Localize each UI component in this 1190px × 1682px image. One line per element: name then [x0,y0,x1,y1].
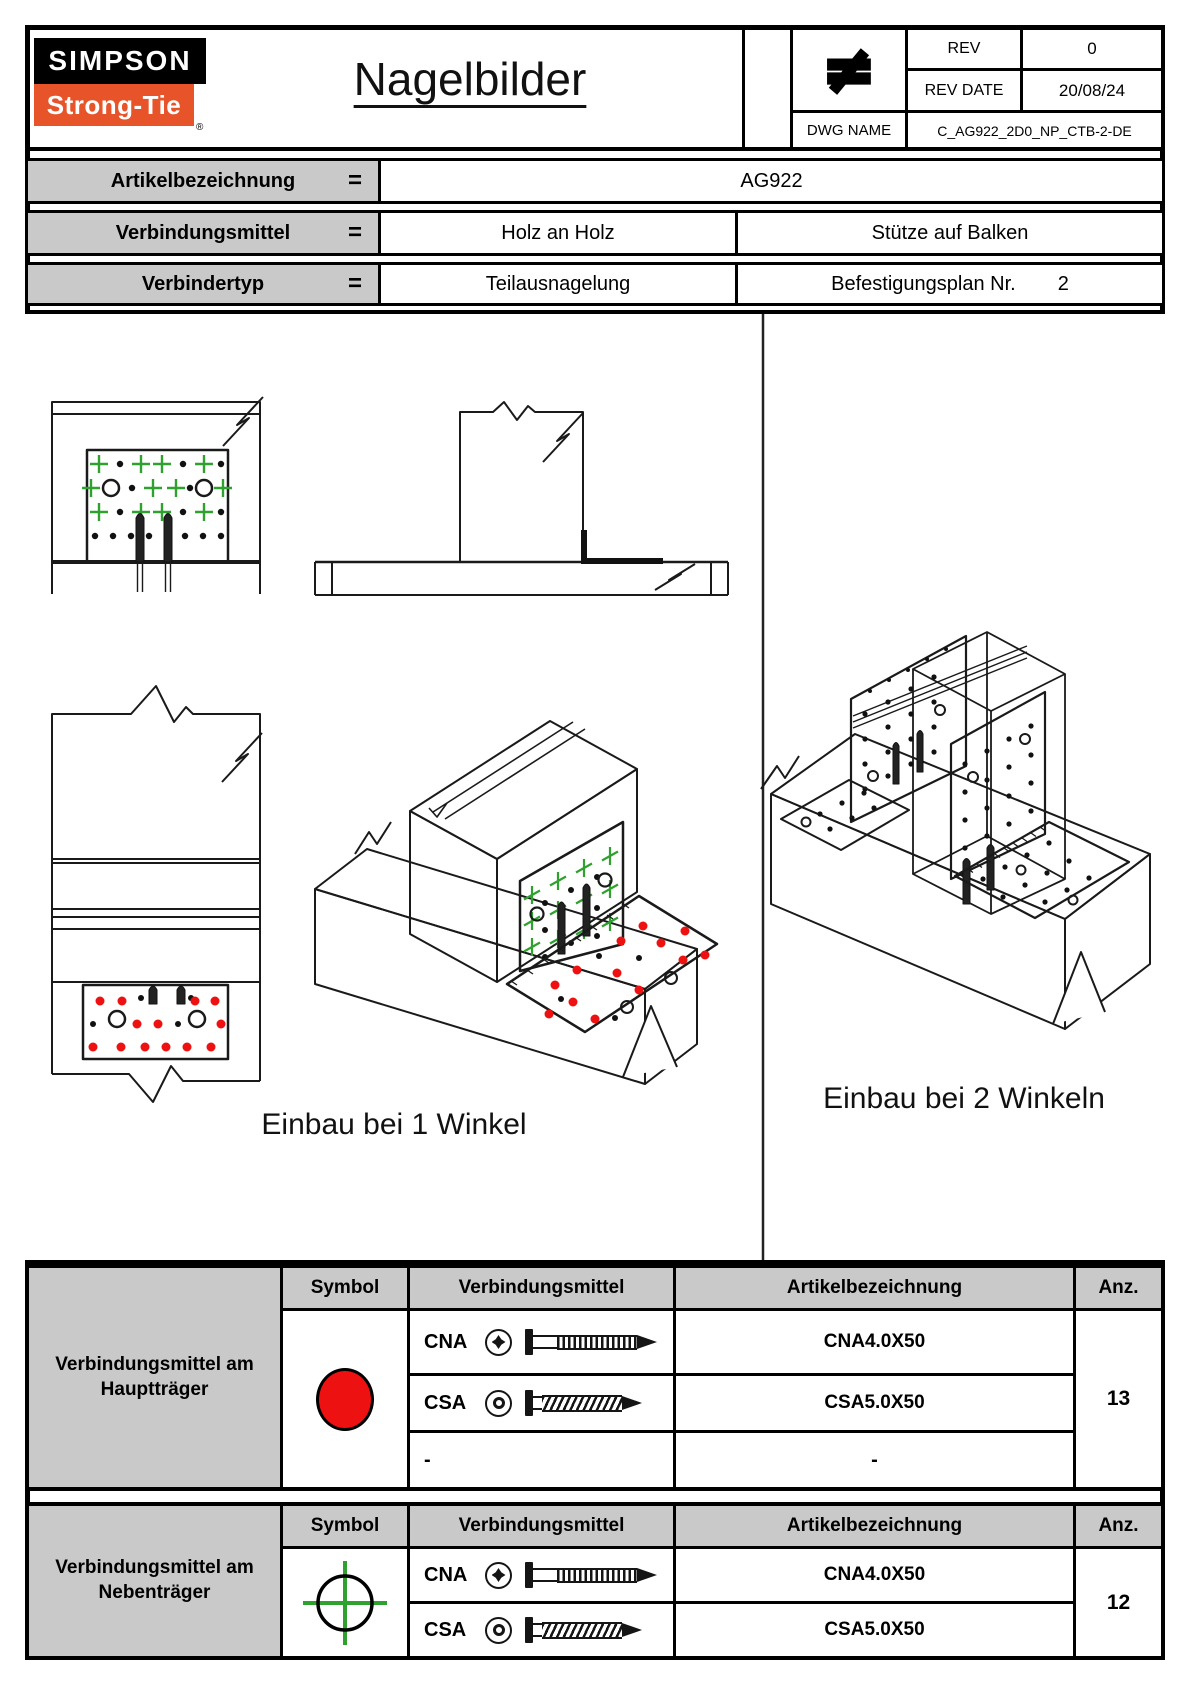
rev-date-value: 20/08/24 [1023,71,1161,110]
nail-heads [149,986,185,1004]
rev-date-label: REV DATE [908,71,1020,110]
nebentraeger-row-label: Verbindungsmittel am Nebenträger [29,1506,280,1656]
article-csa: CSA5.0X50 [676,1604,1073,1656]
col-artikelbezeichnung: Artikelbezeichnung [676,1506,1073,1546]
cna-nail-icon [525,1562,657,1588]
header-separator [25,147,1165,151]
fastener-code: - [424,1448,431,1471]
haupttraeger-symbol-cell [283,1311,407,1487]
nails [136,514,172,563]
csa-screw-icon [525,1617,642,1643]
csa-head-icon [485,1617,512,1644]
verbindungsmittel-value-right: Stütze auf Balken [738,213,1162,253]
fastener-cell-empty [410,1433,673,1487]
nebentraeger-table [25,1502,1165,1660]
haupttraeger-table [25,1264,1165,1491]
header-divider [742,25,745,151]
green-crosshair-circle-icon [299,1557,391,1649]
article-cna: CNA4.0X50 [676,1311,1073,1373]
col-verbindungsmittel: Verbindungsmittel [410,1506,673,1546]
drawing-area [25,310,1165,1264]
col-artikelbezeichnung: Artikelbezeichnung [676,1268,1073,1308]
equals-sign: = [347,270,362,297]
simpson-strongtie-logo [34,38,206,133]
cna-head-icon [485,1562,512,1589]
plan-view [52,686,262,1102]
iso-one-angle [315,721,717,1084]
iso-two-angles [761,632,1150,1029]
col-symbol: Symbol [283,1506,407,1546]
befestigungsplan-label: Befestigungsplan Nr. [831,272,1016,295]
csa-head-icon [485,1390,512,1417]
logo-strongtie: Strong-Tie [34,84,194,126]
cna-head-icon [485,1329,512,1356]
haupttraeger-nail-marks [545,922,710,1024]
col-symbol: Symbol [283,1268,407,1308]
equals-sign: = [347,167,362,194]
befestigungsplan-cell [738,265,1162,303]
info-row-verbindungsmittel [25,210,1165,256]
fastener-cell-csa [410,1604,673,1656]
front-view [52,397,263,594]
col-anz: Anz. [1076,1268,1161,1308]
fastener-cell-cna [410,1311,673,1373]
csa-screw-icon [525,1390,642,1416]
fastener-code: CSA [424,1618,467,1641]
dwg-name-label: DWG NAME [793,113,905,148]
article-cna: CNA4.0X50 [676,1549,1073,1601]
article-csa: CSA5.0X50 [676,1376,1073,1430]
col-verbindungsmittel: Verbindungsmittel [410,1268,673,1308]
artikelbezeichnung-label: Artikelbezeichnung [110,169,296,192]
verbindertyp-value-left: Teilausnagelung [381,265,735,303]
fastener-cell-csa [410,1376,673,1430]
haupttraeger-qty: 13 [1076,1311,1161,1487]
col-anz: Anz. [1076,1506,1161,1546]
nails [558,884,590,954]
artikelbezeichnung-value: AG922 [381,161,1162,201]
verbindungsmittel-value-left: Holz an Holz [381,213,735,253]
info-row-artikelbezeichnung [25,158,1165,204]
fastener-code: CNA [424,1330,468,1353]
haupttraeger-nail-marks [89,997,226,1052]
logo-simpson: SIMPSON [34,38,206,84]
not-equal-icon-cell [793,30,905,110]
verbindungsmittel-label-cell [28,213,378,253]
revision-block [790,27,1164,151]
haupttraeger-row-label: Verbindungsmittel am Hauptträger [29,1268,280,1487]
verbindertyp-label-cell [28,265,378,303]
rev-label: REV [908,30,1020,68]
not-equal-icon: ≠ [823,33,875,106]
page-title: Nagelbilder [353,53,587,105]
verbindungsmittel-label: Verbindungsmittel [115,221,291,244]
info-row-verbindertyp [25,262,1165,306]
artikelbezeichnung-label-cell [28,161,378,201]
caption-two-angles: Einbau bei 2 Winkeln [823,1082,1105,1115]
article-empty: - [676,1433,1073,1487]
fastener-code: CSA [424,1391,467,1414]
fastener-cell-cna [410,1549,673,1601]
nebentraeger-symbol-cell [283,1549,407,1656]
registered-mark: ® [196,122,204,133]
rev-value: 0 [1023,30,1161,68]
nebentraeger-nail-marks [82,455,232,521]
red-circle-icon [316,1368,374,1431]
befestigungsplan-number: 2 [1057,272,1069,295]
cna-nail-icon [525,1329,657,1355]
verbindertyp-label: Verbindertyp [141,272,265,295]
nebentraeger-qty: 12 [1076,1549,1161,1656]
angle-bracket-edge [581,530,663,564]
side-view [315,402,728,595]
fastener-code: CNA [424,1563,468,1586]
equals-sign: = [347,219,362,246]
dwg-name-value: C_AG922_2D0_NP_CTB-2-DE [908,113,1161,148]
caption-one-angle: Einbau bei 1 Winkel [261,1108,527,1141]
